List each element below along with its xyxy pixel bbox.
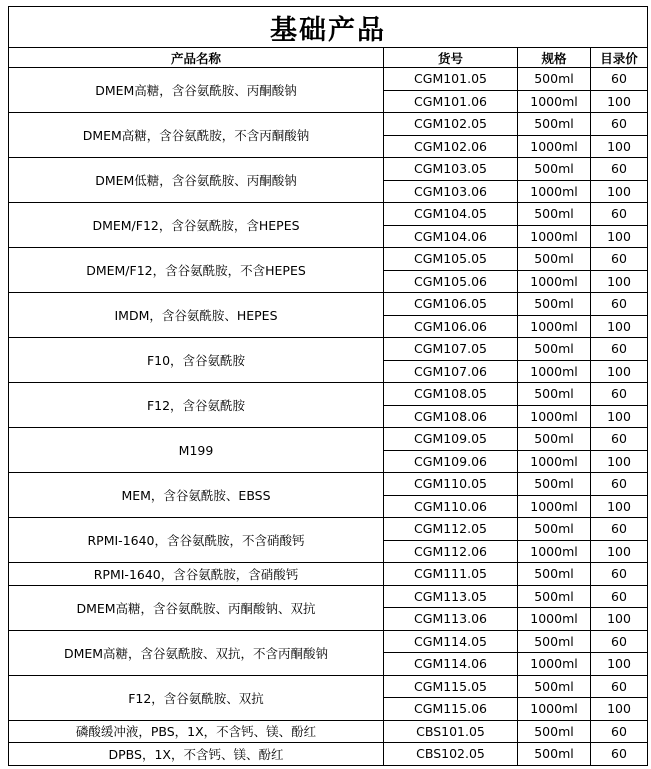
spec-cell: 500ml: [518, 720, 591, 743]
code-cell: CGM107.05: [384, 338, 518, 361]
price-cell: 60: [591, 518, 648, 541]
table-row: [9, 338, 648, 361]
table-row: [9, 720, 648, 743]
code-cell: CGM108.05: [384, 383, 518, 406]
product-name-cell: DMEM高糖，含谷氨酰胺、双抗，不含丙酮酸钠: [9, 630, 384, 675]
spec-cell: 1000ml: [518, 540, 591, 563]
price-cell: 100: [591, 608, 648, 631]
header-product-name: 产品名称: [9, 48, 384, 68]
code-cell: CGM102.06: [384, 135, 518, 158]
spec-cell: 500ml: [518, 675, 591, 698]
spec-cell: 500ml: [518, 248, 591, 271]
product-name-cell: RPMI-1640，含谷氨酰胺，不含硝酸钙: [9, 518, 384, 563]
code-cell: CGM112.05: [384, 518, 518, 541]
code-cell: CGM106.05: [384, 293, 518, 316]
table-row: [9, 293, 648, 316]
product-table: [8, 6, 648, 766]
code-cell: CBS101.05: [384, 720, 518, 743]
spec-cell: 1000ml: [518, 315, 591, 338]
spec-cell: 1000ml: [518, 608, 591, 631]
price-cell: 100: [591, 270, 648, 293]
product-name-cell: RPMI-1640，含谷氨酰胺，含硝酸钙: [9, 563, 384, 586]
code-cell: CGM104.05: [384, 203, 518, 226]
code-cell: CBS102.05: [384, 743, 518, 766]
table-row: [9, 248, 648, 271]
price-cell: 100: [591, 698, 648, 721]
table-row: [9, 518, 648, 541]
code-cell: CGM103.05: [384, 158, 518, 181]
code-cell: CGM107.06: [384, 360, 518, 383]
table-row: [9, 563, 648, 586]
header-price: 目录价: [591, 48, 648, 68]
spec-cell: 1000ml: [518, 90, 591, 113]
price-cell: 60: [591, 720, 648, 743]
table-row: [9, 743, 648, 766]
price-cell: 60: [591, 248, 648, 271]
product-name-cell: 磷酸缓冲液，PBS，1X，不含钙、镁、酚红: [9, 720, 384, 743]
product-name-cell: DMEM低糖，含谷氨酰胺、丙酮酸钠: [9, 158, 384, 203]
price-cell: 100: [591, 360, 648, 383]
price-cell: 60: [591, 383, 648, 406]
code-cell: CGM106.06: [384, 315, 518, 338]
price-cell: 100: [591, 540, 648, 563]
code-cell: CGM112.06: [384, 540, 518, 563]
price-cell: 60: [591, 563, 648, 586]
table-row: [9, 473, 648, 496]
table-row: [9, 203, 648, 226]
table-row: [9, 428, 648, 451]
spec-cell: 1000ml: [518, 135, 591, 158]
product-name-cell: M199: [9, 428, 384, 473]
spec-cell: 500ml: [518, 563, 591, 586]
price-cell: 60: [591, 68, 648, 91]
price-cell: 60: [591, 675, 648, 698]
spec-cell: 1000ml: [518, 225, 591, 248]
code-cell: CGM114.05: [384, 630, 518, 653]
spec-cell: 1000ml: [518, 495, 591, 518]
spec-cell: 500ml: [518, 428, 591, 451]
spec-cell: 1000ml: [518, 405, 591, 428]
spec-cell: 500ml: [518, 203, 591, 226]
header-code: 货号: [384, 48, 518, 68]
title-row: [9, 7, 648, 48]
code-cell: CGM104.06: [384, 225, 518, 248]
spec-cell: 500ml: [518, 293, 591, 316]
price-cell: 100: [591, 225, 648, 248]
code-cell: CGM110.05: [384, 473, 518, 496]
price-cell: 100: [591, 653, 648, 676]
product-name-cell: DMEM/F12，含谷氨酰胺，含HEPES: [9, 203, 384, 248]
spec-cell: 500ml: [518, 113, 591, 136]
price-cell: 100: [591, 180, 648, 203]
price-cell: 60: [591, 585, 648, 608]
price-cell: 60: [591, 428, 648, 451]
spec-cell: 1000ml: [518, 698, 591, 721]
price-cell: 100: [591, 315, 648, 338]
table-row: [9, 630, 648, 653]
price-cell: 100: [591, 450, 648, 473]
product-name-cell: MEM，含谷氨酰胺、EBSS: [9, 473, 384, 518]
code-cell: CGM113.05: [384, 585, 518, 608]
product-rows: [9, 68, 648, 766]
table-row: [9, 113, 648, 136]
product-name-cell: DMEM高糖，含谷氨酰胺、丙酮酸钠: [9, 68, 384, 113]
product-name-cell: F10，含谷氨酰胺: [9, 338, 384, 383]
price-cell: 100: [591, 90, 648, 113]
price-cell: 100: [591, 135, 648, 158]
product-name-cell: F12，含谷氨酰胺: [9, 383, 384, 428]
product-name-cell: DPBS，1X，不含钙、镁、酚红: [9, 743, 384, 766]
spec-cell: 1000ml: [518, 450, 591, 473]
spec-cell: 500ml: [518, 630, 591, 653]
price-cell: 100: [591, 495, 648, 518]
code-cell: CGM114.06: [384, 653, 518, 676]
price-sheet: [8, 6, 647, 766]
price-cell: 60: [591, 113, 648, 136]
code-cell: CGM115.05: [384, 675, 518, 698]
table-row: [9, 383, 648, 406]
page-title: 基础产品: [9, 7, 648, 48]
header-spec: 规格: [518, 48, 591, 68]
code-cell: CGM101.06: [384, 90, 518, 113]
table-row: [9, 68, 648, 91]
product-name-cell: DMEM/F12，含谷氨酰胺，不含HEPES: [9, 248, 384, 293]
product-name-cell: DMEM高糖，含谷氨酰胺、丙酮酸钠、双抗: [9, 585, 384, 630]
price-cell: 60: [591, 338, 648, 361]
product-name-cell: DMEM高糖，含谷氨酰胺，不含丙酮酸钠: [9, 113, 384, 158]
spec-cell: 500ml: [518, 585, 591, 608]
spec-cell: 500ml: [518, 473, 591, 496]
spec-cell: 1000ml: [518, 653, 591, 676]
spec-cell: 500ml: [518, 68, 591, 91]
spec-cell: 500ml: [518, 383, 591, 406]
code-cell: CGM109.06: [384, 450, 518, 473]
code-cell: CGM108.06: [384, 405, 518, 428]
product-name-cell: IMDM，含谷氨酰胺、HEPES: [9, 293, 384, 338]
price-cell: 60: [591, 630, 648, 653]
code-cell: CGM113.06: [384, 608, 518, 631]
spec-cell: 500ml: [518, 518, 591, 541]
product-name-cell: F12，含谷氨酰胺、双抗: [9, 675, 384, 720]
table-row: [9, 158, 648, 181]
price-cell: 60: [591, 743, 648, 766]
code-cell: CGM101.05: [384, 68, 518, 91]
price-cell: 100: [591, 405, 648, 428]
code-cell: CGM110.06: [384, 495, 518, 518]
table-row: [9, 675, 648, 698]
spec-cell: 500ml: [518, 338, 591, 361]
price-cell: 60: [591, 473, 648, 496]
code-cell: CGM102.05: [384, 113, 518, 136]
code-cell: CGM103.06: [384, 180, 518, 203]
code-cell: CGM111.05: [384, 563, 518, 586]
spec-cell: 1000ml: [518, 270, 591, 293]
spec-cell: 500ml: [518, 158, 591, 181]
header-row: [9, 48, 648, 68]
spec-cell: 1000ml: [518, 180, 591, 203]
price-cell: 60: [591, 203, 648, 226]
price-cell: 60: [591, 293, 648, 316]
spec-cell: 1000ml: [518, 360, 591, 383]
code-cell: CGM105.05: [384, 248, 518, 271]
code-cell: CGM105.06: [384, 270, 518, 293]
code-cell: CGM109.05: [384, 428, 518, 451]
table-row: [9, 585, 648, 608]
price-cell: 60: [591, 158, 648, 181]
code-cell: CGM115.06: [384, 698, 518, 721]
spec-cell: 500ml: [518, 743, 591, 766]
